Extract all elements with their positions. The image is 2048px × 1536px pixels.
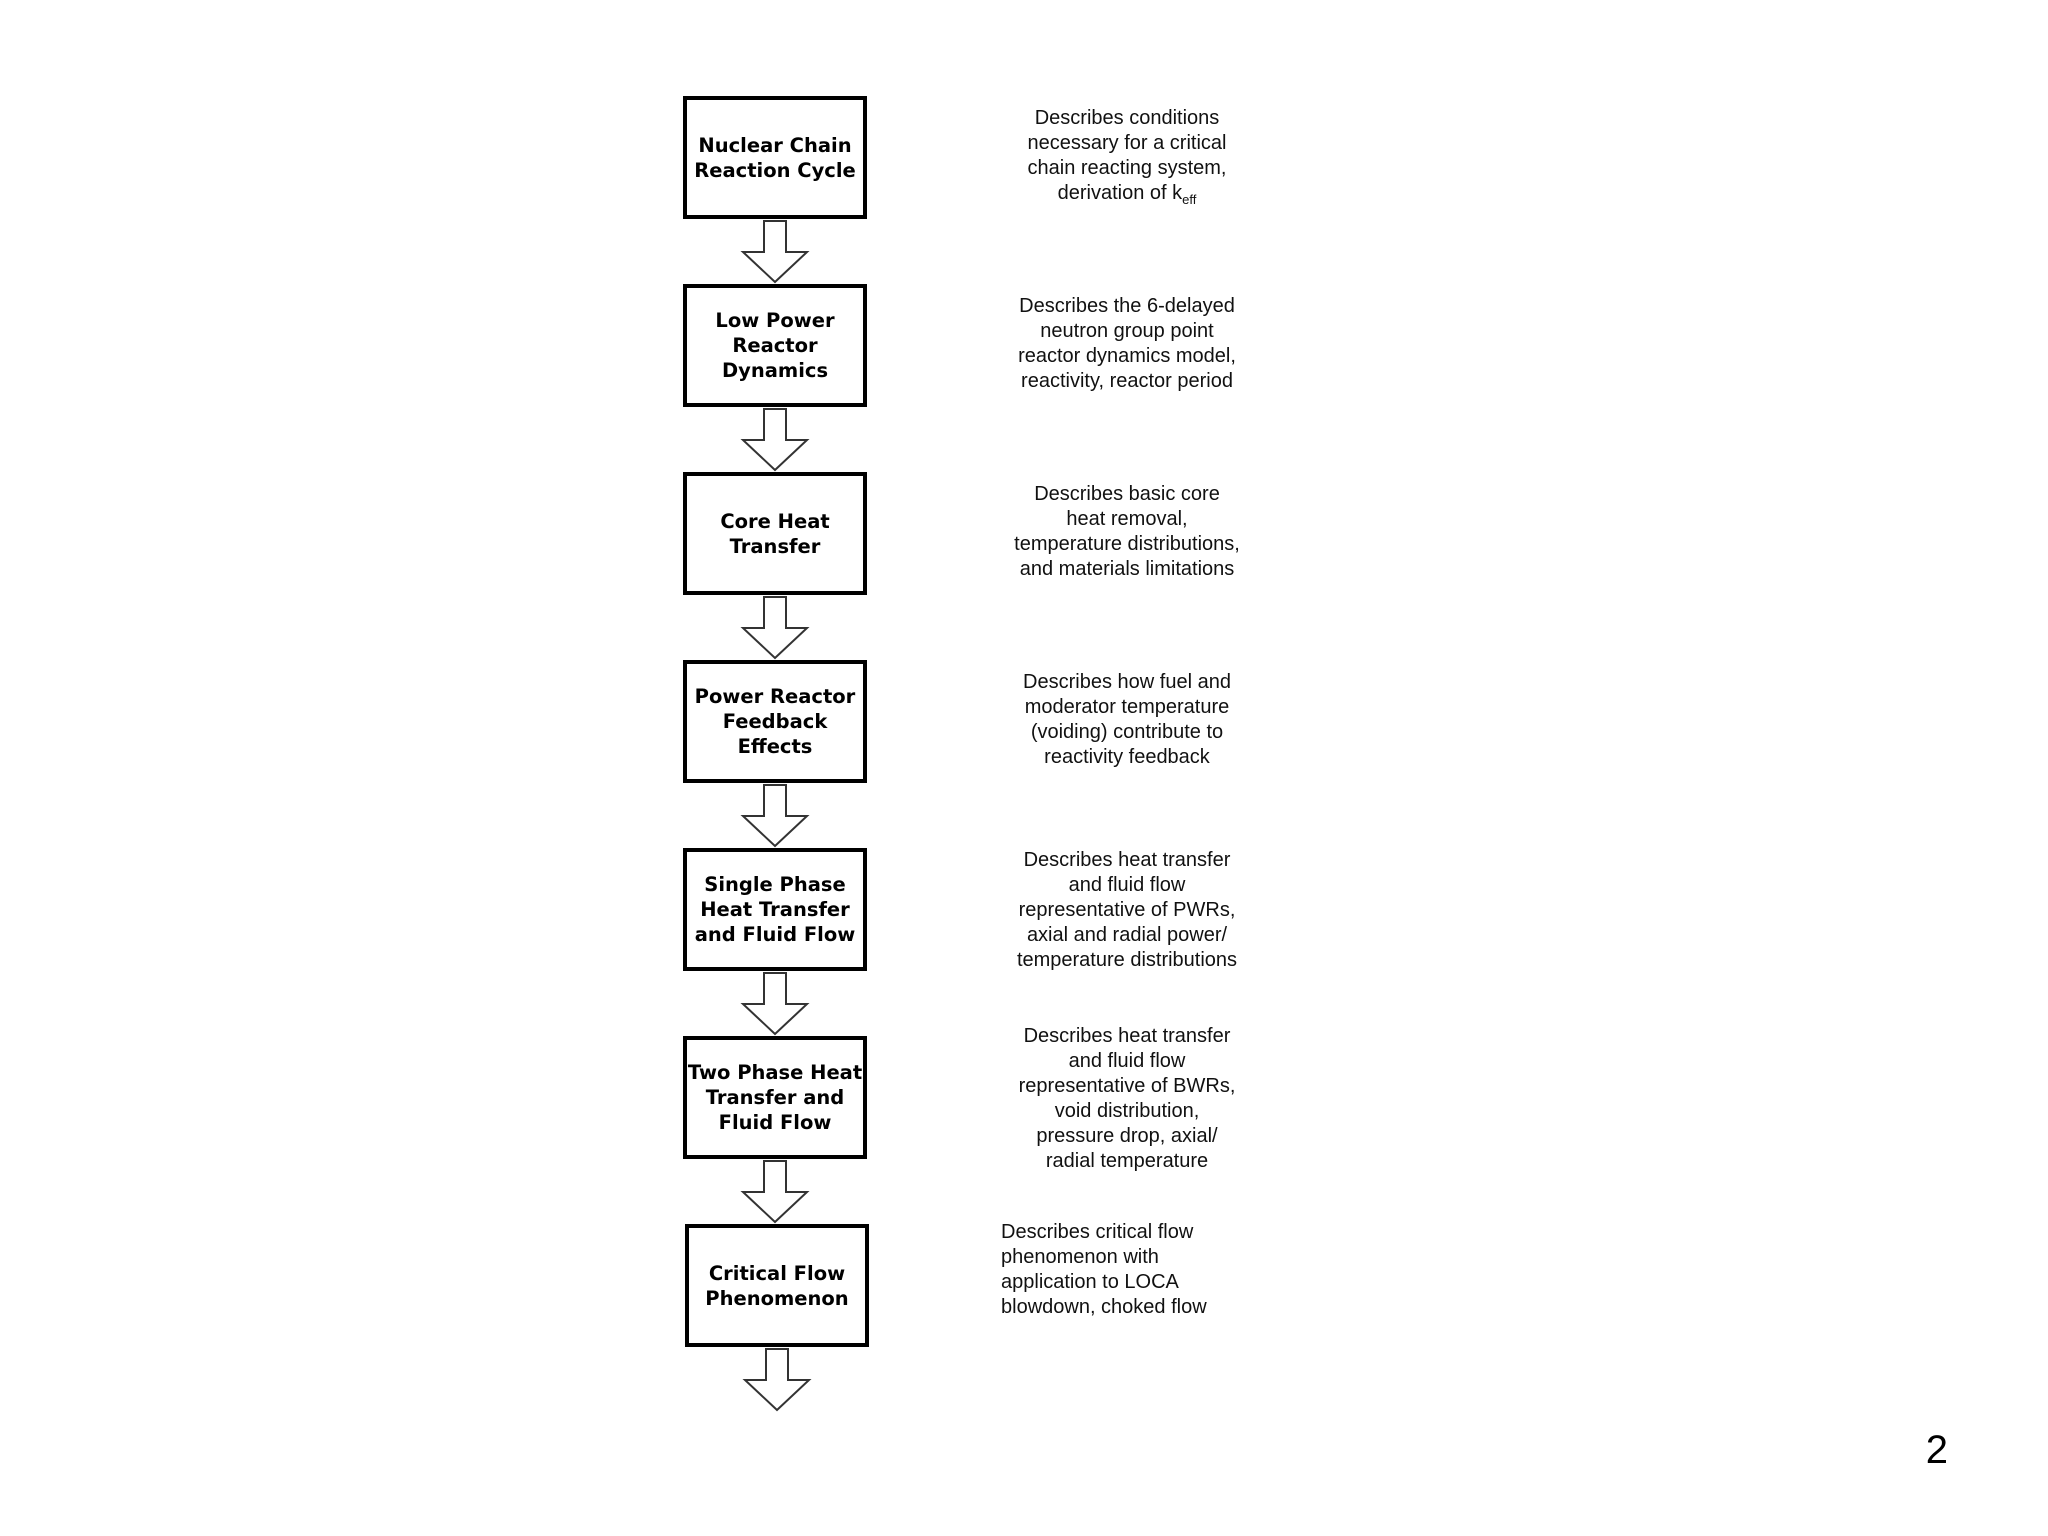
down-arrow-icon [743, 597, 807, 658]
step-label: Single Phase Heat Transfer and Fluid Flow [694, 873, 856, 946]
step-label: Nuclear Chain Reaction Cycle [694, 133, 856, 182]
step-description-7: Describes critical flow phenomenon with application to LOCA blowdown, choked flow [1001, 1221, 1207, 1318]
step-description-4: Describes how fuel and moderator temperature (voiding) contribute to reactivity feedback [1023, 671, 1231, 768]
description-text: Describes conditions necessary for a critical chain reacting system, derivation of k [1027, 107, 1227, 204]
step-description-3: Describes basic core heat removal, temperature distributions, and materials limitations [1014, 483, 1240, 580]
down-arrow-icon [743, 1161, 807, 1222]
step-label: Two Phase Heat Transfer and Fluid Flow [687, 1061, 863, 1134]
step-description-5: Describes heat transfer and fluid flow representative of PWRs, axial and radial power/ temperature distributions [1016, 849, 1238, 971]
down-arrow-icon [745, 1349, 809, 1410]
down-arrow-icon [743, 973, 807, 1034]
step-label: Power Reactor Feedback Effects [694, 685, 856, 758]
step-label: Low Power Reactor Dynamics [715, 309, 835, 382]
step-description-6: Describes heat transfer and fluid flow representative of BWRs, void distribution, pressure drop, axial/ radial temperature [1018, 1025, 1236, 1172]
page-number: 2 [1925, 1428, 1948, 1472]
down-arrow-icon [743, 409, 807, 470]
step-label: Critical Flow Phenomenon [705, 1261, 849, 1310]
description-subscript: eff [1182, 192, 1197, 207]
down-arrow-icon [743, 221, 807, 282]
step-label: Core Heat Transfer [720, 509, 830, 558]
step-description-2: Describes the 6-delayed neutron group point reactor dynamics model, reactivity, reactor period [1018, 295, 1236, 392]
down-arrow-icon [743, 785, 807, 846]
